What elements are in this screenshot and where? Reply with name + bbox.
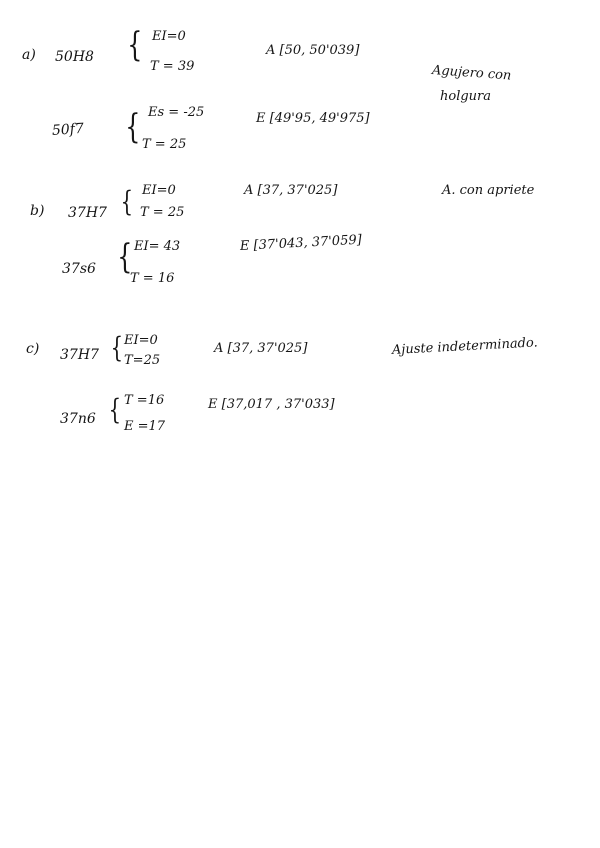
part-c-hole-range: A [37, 37'025] bbox=[214, 341, 308, 356]
part-b-hole-brace: { bbox=[120, 185, 134, 218]
part-b-hole-designation: 37H7 bbox=[68, 205, 107, 221]
part-a-shaft-deviation: Es = -25 bbox=[148, 105, 205, 120]
part-b-hole-deviation: EI=0 bbox=[142, 183, 176, 198]
part-c-shaft-brace: { bbox=[108, 393, 122, 426]
part-c-conclusion: Ajuste indeterminado. bbox=[391, 335, 539, 358]
part-b-shaft-designation: 37s6 bbox=[62, 261, 96, 277]
part-b-hole-range: A [37, 37'025] bbox=[244, 183, 338, 198]
part-c-label: c) bbox=[26, 341, 40, 357]
part-a-shaft-brace: { bbox=[125, 107, 141, 147]
part-c-shaft-designation: 37n6 bbox=[60, 411, 96, 427]
part-a-hole-designation: 50H8 bbox=[55, 49, 94, 65]
part-a-hole-tolerance: T = 39 bbox=[150, 59, 195, 74]
part-b-label: b) bbox=[30, 203, 45, 219]
part-b-shaft-tolerance: T = 16 bbox=[130, 271, 175, 286]
part-c-shaft-tolerance: T =16 bbox=[124, 393, 165, 408]
part-a-label: a) bbox=[22, 47, 36, 63]
part-a-hole-range: A [50, 50'039] bbox=[266, 43, 360, 58]
part-a-conclusion-line2: holgura bbox=[440, 89, 492, 104]
part-c-hole-designation: 37H7 bbox=[60, 347, 99, 363]
part-a-hole-brace: { bbox=[127, 25, 143, 65]
part-b-conclusion: A. con apriete bbox=[442, 183, 535, 198]
part-b-shaft-brace: { bbox=[117, 237, 133, 277]
part-a-shaft-range: E [49'95, 49'975] bbox=[256, 111, 370, 126]
part-c-hole-brace: { bbox=[110, 331, 124, 364]
part-b-shaft-deviation: EI= 43 bbox=[134, 239, 181, 254]
part-b-hole-tolerance: T = 25 bbox=[140, 205, 185, 220]
part-c-shaft-range: E [37,017 , 37'033] bbox=[208, 397, 335, 412]
part-b-shaft-range: E [37'043, 37'059] bbox=[239, 232, 363, 254]
part-c-hole-deviation: EI=0 bbox=[124, 333, 158, 348]
part-a-hole-deviation: EI=0 bbox=[152, 29, 186, 44]
part-a-shaft-tolerance: T = 25 bbox=[142, 137, 187, 152]
part-a-shaft-designation: 50f7 bbox=[51, 120, 85, 139]
part-c-shaft-deviation: E =17 bbox=[124, 419, 166, 434]
part-c-hole-tolerance: T=25 bbox=[124, 353, 161, 368]
part-a-conclusion-line1: Agujero con bbox=[431, 63, 512, 84]
